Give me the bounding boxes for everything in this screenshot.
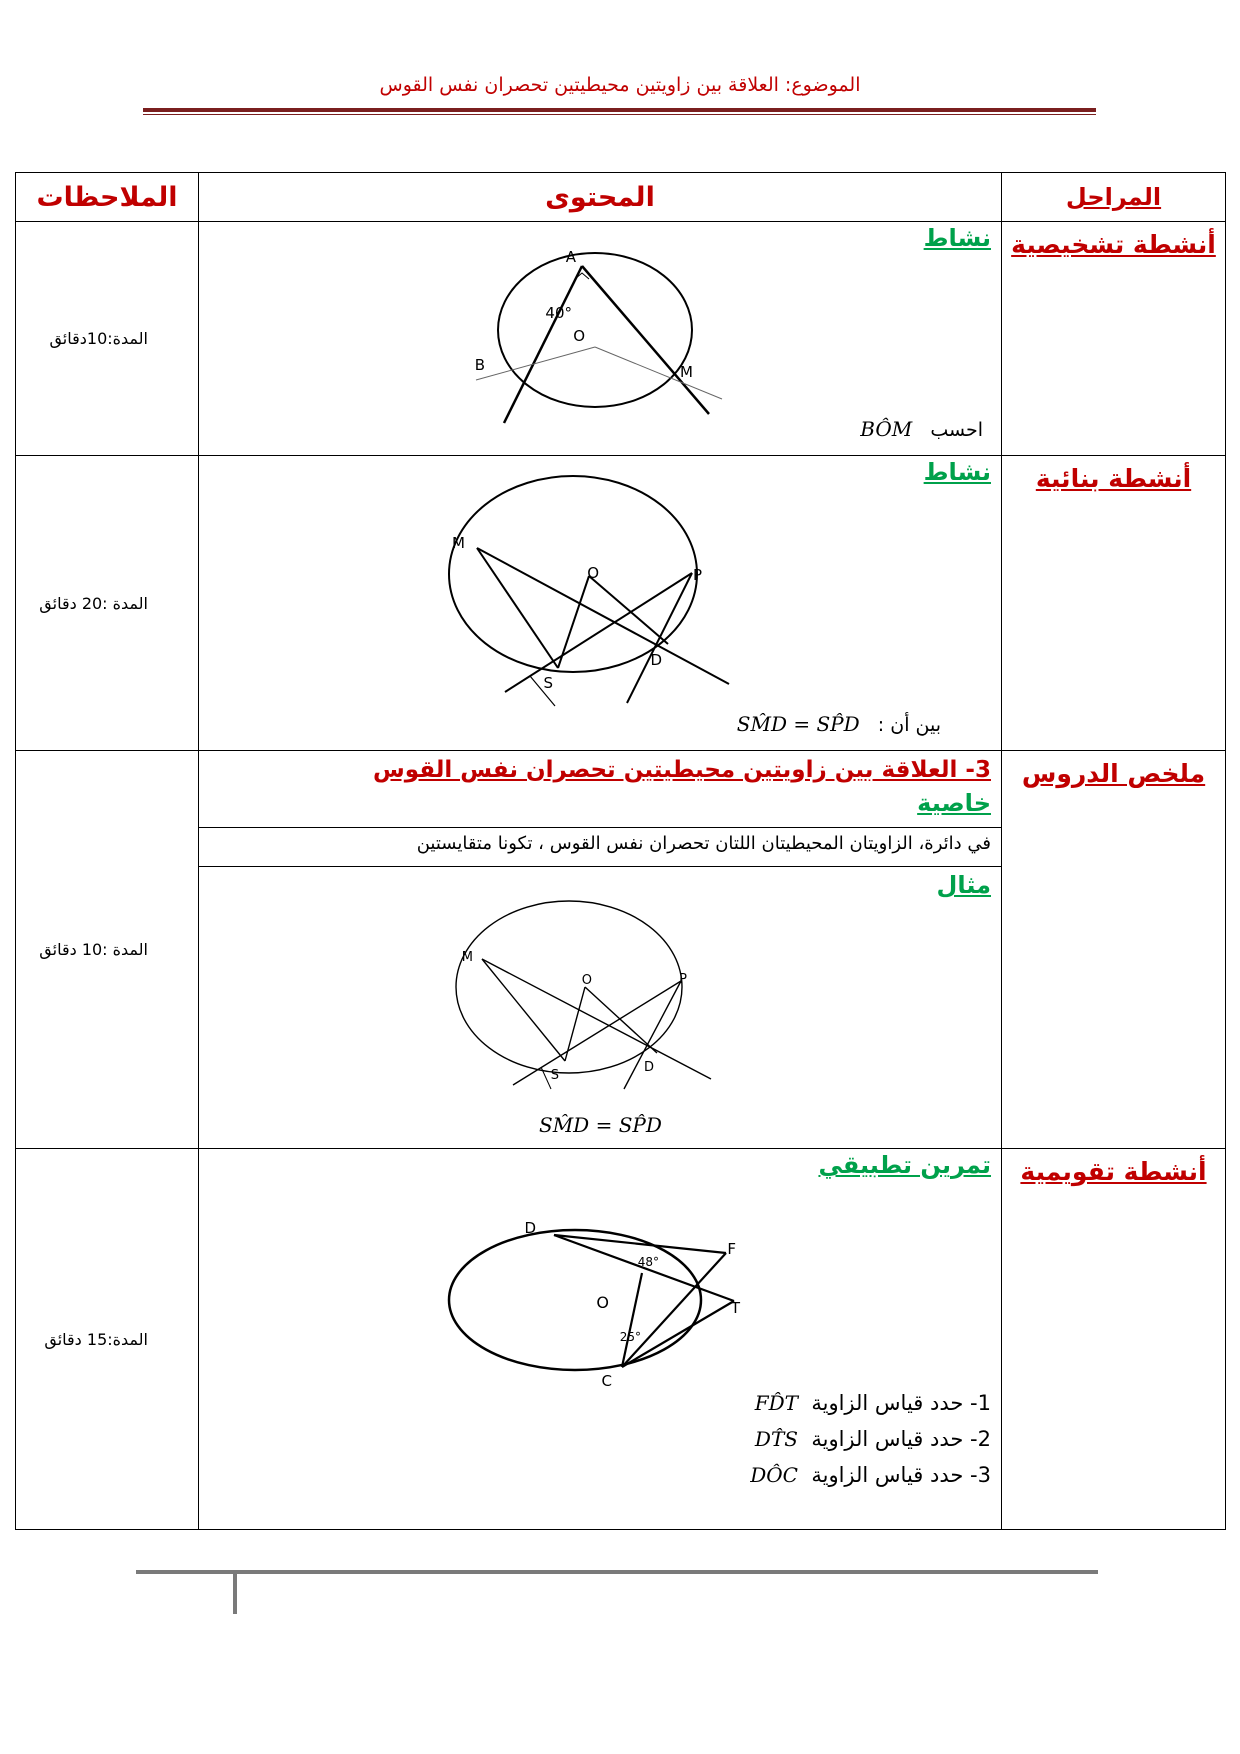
- table-row: [16, 1149, 1226, 1530]
- example-math: SM̂D = SP̂D: [539, 1113, 662, 1137]
- stage-label: أنشطة بنائية: [1035, 464, 1192, 493]
- footer-tick: [233, 1570, 237, 1614]
- question-math: DT̂S: [754, 1427, 798, 1451]
- example-label: مثال: [936, 871, 991, 899]
- duration-label: المدة :10 دقائق: [39, 940, 148, 959]
- header-content: [199, 173, 1002, 222]
- point-label: O: [573, 327, 585, 345]
- example-line: [539, 1113, 662, 1137]
- lesson-plan-table: [15, 172, 1226, 1530]
- point-label: D: [650, 651, 662, 669]
- point-label: B: [474, 356, 485, 374]
- question-math: FD̂T: [754, 1391, 798, 1415]
- stage-cell: [1002, 751, 1226, 1149]
- task-line: [860, 417, 983, 441]
- activity-label: نشاط: [923, 224, 991, 252]
- header-stages-label: المراحل: [1065, 183, 1162, 211]
- point-label: T: [730, 1299, 740, 1317]
- diagram-same-arc: [199, 456, 1002, 746]
- notes-cell: [16, 1149, 199, 1530]
- point-label: O: [596, 1293, 609, 1312]
- question-line: [755, 1391, 991, 1415]
- stage-cell: [1002, 1149, 1226, 1530]
- point-label: D: [524, 1219, 536, 1237]
- activity-label: تمرين تطبيقي: [818, 1151, 991, 1179]
- header-rule-thin: [143, 114, 1096, 115]
- lesson-title: 3- العلاقة بين زاويتين محيطيتين تحصران نفس القوس: [373, 757, 991, 783]
- stage-cell: [1002, 456, 1226, 751]
- header-notes-label: الملاحظات: [36, 181, 178, 213]
- task-math: SM̂D = SP̂D: [736, 712, 860, 736]
- point-label: A: [565, 248, 576, 266]
- point-label: M: [680, 363, 693, 381]
- point-label: D: [643, 1060, 654, 1075]
- activity-label: نشاط: [923, 458, 991, 486]
- point-label: F: [727, 1240, 736, 1258]
- property-block: [199, 828, 1001, 867]
- question-line: [755, 1427, 991, 1451]
- header-stages: [1002, 173, 1226, 222]
- question-text: 1- حدد قياس الزاوية: [811, 1391, 991, 1415]
- point-label: C: [601, 1372, 612, 1390]
- duration-label: المدة:15 دقائق: [44, 1329, 148, 1349]
- notes-cell: [16, 751, 199, 1149]
- point-label: P: [679, 972, 687, 987]
- task-text: بين أن :: [877, 714, 941, 736]
- point-label: O: [581, 973, 592, 988]
- question-text: 2- حدد قياس الزاوية: [811, 1427, 991, 1451]
- stage-label: أنشطة تقويمية: [1020, 1157, 1207, 1186]
- notes-cell: [16, 456, 199, 751]
- property-text: في دائرة، الزاويتان المحيطيتان اللتان تحصران نفس القوس ، تكونا متقايستين: [416, 833, 991, 854]
- property-label: خاصية: [917, 789, 991, 817]
- task-math: BÔM: [860, 417, 913, 441]
- table-row: [16, 456, 1226, 751]
- angle-label: 48°: [637, 1255, 659, 1269]
- duration-label: المدة :20 دقائق: [39, 593, 148, 613]
- header-content-label: المحتوى: [545, 181, 655, 213]
- point-label: O: [587, 564, 599, 582]
- task-line: [737, 712, 941, 736]
- page-subject: الموضوع: العلاقة بين زاويتين محيطيتين تحصران نفس القوس: [379, 74, 861, 96]
- table-row: [16, 222, 1226, 456]
- angle-label: 25°: [619, 1330, 641, 1344]
- table-row: [16, 751, 1226, 1149]
- point-label: P: [692, 566, 702, 584]
- point-label: M: [452, 534, 465, 552]
- point-label: S: [550, 1068, 559, 1083]
- notes-cell: [16, 222, 199, 456]
- stage-label: أنشطة تشخيصية: [1011, 230, 1216, 259]
- stage-cell: [1002, 222, 1226, 456]
- content-cell: [199, 1149, 1002, 1530]
- content-cell: [199, 222, 1002, 456]
- footer-rule: [136, 1570, 1098, 1574]
- duration-label: المدة:10دقائق: [49, 329, 148, 348]
- lesson-title-block: [199, 751, 1001, 828]
- question-line: [750, 1463, 991, 1487]
- content-cell: [199, 751, 1002, 1149]
- angle-label: 40°: [545, 304, 572, 322]
- header-rule-thick: [143, 108, 1096, 112]
- point-label: S: [543, 674, 553, 692]
- header-notes: [16, 173, 199, 222]
- question-text: 3- حدد قياس الزاوية: [811, 1463, 991, 1487]
- point-label: M: [461, 950, 473, 965]
- example-block: [199, 867, 1001, 1144]
- diagram-example: [199, 867, 1002, 1144]
- task-text: احسب: [930, 419, 983, 441]
- content-cell: [199, 456, 1002, 751]
- table-header-row: [16, 173, 1226, 222]
- question-math: DÔC: [750, 1463, 798, 1487]
- stage-label: ملخص الدروس: [1021, 759, 1206, 788]
